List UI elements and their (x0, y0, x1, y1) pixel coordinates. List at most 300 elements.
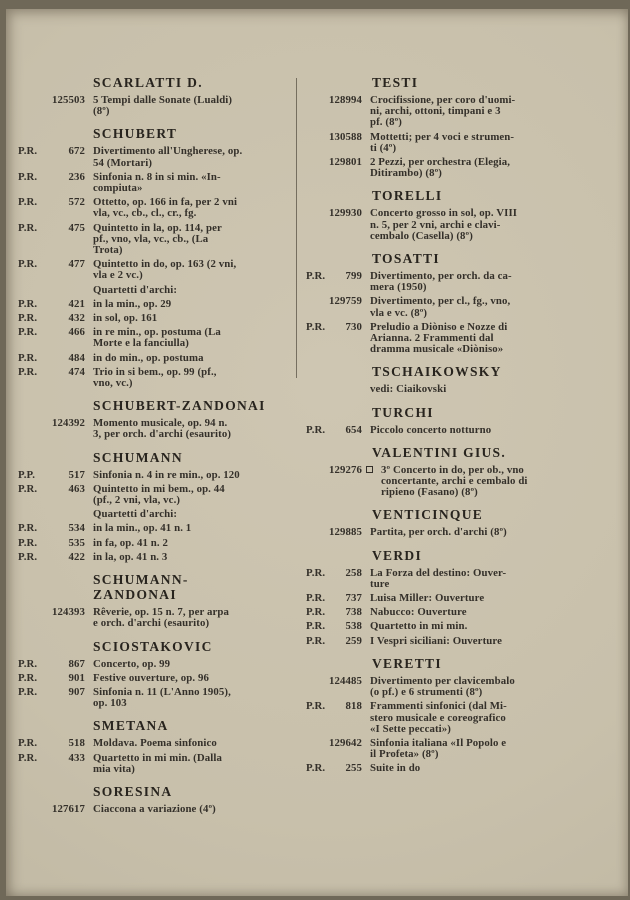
catalog-number-cell (306, 676, 362, 687)
catalog-number-cell (18, 353, 85, 364)
catalog-number: 737 (345, 592, 362, 605)
composer-name (93, 718, 290, 733)
catalog-number-cell (18, 367, 85, 378)
catalog-entry (306, 568, 590, 590)
entry-description-line: Quartetto in mi min. (370, 620, 468, 633)
entry-description (93, 484, 290, 506)
catalog-entry (18, 753, 290, 775)
composer-section (306, 445, 590, 499)
entry-description-line: Mottetti; per 4 voci e strumen- (370, 130, 515, 143)
catalog-number-cell (18, 484, 85, 495)
catalog-number: 517 (68, 468, 85, 481)
catalog-number-cell (306, 465, 362, 476)
catalog-number: 236 (68, 170, 85, 183)
catalog-prefix: P.R. (306, 620, 326, 633)
composer-name-line: VALENTINI GIUS. (372, 444, 507, 460)
composer-name (372, 405, 590, 420)
catalog-prefix: P.R. (306, 423, 326, 436)
entry-description (370, 296, 590, 318)
catalog-entry (306, 384, 590, 395)
catalog-prefix: P.R. (18, 751, 38, 764)
catalog-entry (306, 271, 590, 293)
catalog-number: 907 (68, 685, 85, 698)
catalog-number-cell (18, 659, 85, 670)
entry-description-line: Suite in do (370, 762, 421, 775)
catalog-number: 799 (345, 270, 362, 283)
catalog-entry (306, 676, 590, 698)
catalog-entry (18, 223, 290, 257)
catalog-number-cell (306, 738, 362, 749)
catalog-prefix: P.R. (18, 657, 38, 670)
catalog-number: 538 (345, 620, 362, 633)
entry-description-line: in sol, op. 161 (93, 312, 158, 325)
catalog-number: 124393 (52, 606, 85, 619)
catalog-number: 259 (345, 634, 362, 647)
composer-name-line: SCARLATTI D. (93, 75, 203, 90)
entry-description (370, 95, 590, 129)
catalog-number-cell (18, 313, 85, 324)
catalog-number-cell (306, 157, 362, 168)
catalog-entry (306, 95, 590, 129)
entry-description-line: 5 Tempi dalle Sonate (Lualdi) (93, 94, 233, 106)
catalog-number-cell (306, 636, 362, 647)
catalog-number-cell (306, 208, 362, 219)
entry-description-line: cembalo (Casella) (8º) (370, 229, 473, 242)
entry-description-line: mia vita) (93, 762, 135, 775)
catalog-number: 672 (68, 145, 85, 158)
composer-section (306, 364, 590, 395)
catalog-entry (306, 132, 590, 154)
composer-name-line: VENTICINQUE (372, 507, 484, 523)
catalog-entry (18, 552, 290, 563)
catalog-entry (306, 425, 590, 436)
entry-description-line: Sinfonia n. 11 (L'Anno 1905), (93, 685, 231, 698)
catalog-number: 534 (68, 522, 85, 535)
composer-name (93, 639, 290, 654)
composer-name-line: SMETANA (93, 718, 169, 734)
catalog-number: 654 (345, 423, 362, 436)
entry-description (93, 172, 290, 194)
catalog-number: 129642 (329, 736, 362, 749)
entry-description-line: Ditirambo) (8º) (370, 167, 442, 180)
catalog-number: 475 (68, 221, 85, 234)
entry-description-line: Luisa Miller: Ouverture (370, 592, 485, 605)
entry-description (93, 367, 290, 389)
entry-description-line: in la min., op. 29 (93, 297, 172, 310)
catalog-number-cell (306, 425, 362, 436)
composer-name-line: SCHUMANN- (93, 572, 189, 588)
composer-name-line: SORESINA (93, 783, 173, 799)
entry-description-line: in la, op. 41 n. 3 (93, 550, 168, 563)
entry-description-line: ripieno (Fasano) (8º) (381, 486, 478, 499)
composer-name (372, 251, 590, 266)
entry-description-line: Festive ouverture, op. 96 (93, 671, 209, 684)
catalog-number: 477 (68, 258, 85, 271)
catalog-column-left (18, 75, 290, 818)
catalog-number-cell (18, 738, 85, 749)
catalog-prefix: P.R. (18, 351, 38, 364)
catalog-prefix: P.R. (18, 685, 38, 698)
catalog-entry (306, 607, 590, 618)
composer-name (372, 445, 590, 460)
composer-name (93, 572, 290, 602)
composer-section (18, 718, 290, 775)
entry-description-line: Preludio a Diòniso e Nozze di (370, 320, 508, 333)
entry-description-line: stero musicale e coreografico (370, 711, 506, 724)
composer-section (306, 548, 590, 647)
catalog-number-cell (306, 593, 362, 604)
entry-description (93, 223, 290, 257)
catalog-entry (306, 157, 590, 179)
entry-description (93, 607, 290, 629)
composer-name (372, 548, 590, 563)
entry-description-line: Divertimento, per orch. da ca- (370, 270, 512, 283)
composer-name-line: TESTI (372, 75, 419, 90)
composer-name-line: VERETTI (372, 655, 442, 671)
catalog-entry (306, 208, 590, 242)
composer-section (306, 75, 590, 179)
catalog-number: 255 (345, 762, 362, 775)
composer-section (306, 188, 590, 242)
composer-section (18, 75, 290, 117)
composer-name (93, 126, 290, 141)
catalog-number-cell (18, 687, 85, 698)
entry-description-line: concertante, archi e cembalo di (381, 475, 528, 488)
catalog-prefix: P.R. (18, 312, 38, 325)
entry-description (93, 418, 290, 440)
catalog-number-cell (18, 95, 85, 106)
entry-description (370, 568, 590, 590)
catalog-entry (18, 538, 290, 549)
entry-description-line: vla e 2 vc.) (93, 269, 143, 282)
catalog-entry (18, 470, 290, 481)
composer-name (93, 784, 290, 799)
entry-description (93, 804, 290, 815)
entry-description (93, 523, 290, 534)
catalog-number: 738 (345, 606, 362, 619)
entry-description-line: Quartetti d'archi: (93, 508, 178, 521)
catalog-prefix: P.R. (18, 536, 38, 549)
catalog-number-cell (306, 568, 362, 579)
entry-description (93, 197, 290, 219)
composer-section (18, 126, 290, 389)
entry-description-line: Crocifissione, per coro d'uomi- (370, 94, 516, 106)
catalog-entry (18, 197, 290, 219)
catalog-prefix: P.P. (18, 468, 36, 481)
entry-description-line: in do min., op. postuma (93, 351, 204, 364)
composer-name-line: SCHUMANN (93, 449, 183, 465)
catalog-prefix: P.R. (306, 700, 326, 713)
entry-description (93, 353, 290, 364)
entry-description (93, 299, 290, 310)
catalog-number-cell (18, 197, 85, 208)
entry-description-line: vno, vc.) (93, 377, 133, 390)
catalog-entry (18, 146, 290, 168)
catalog-number-cell (306, 132, 362, 143)
catalog-entry (18, 299, 290, 310)
catalog-number-cell (306, 607, 362, 618)
catalog-number-cell (18, 523, 85, 534)
entry-description-line: Sinfonia italiana «Il Popolo e (370, 736, 507, 749)
composer-section (306, 251, 590, 355)
entry-description-line: Quintetto in la, op. 114, per (93, 221, 222, 234)
composer-name-line: TURCHI (372, 404, 434, 420)
catalog-entry (18, 523, 290, 534)
entry-description (93, 313, 290, 324)
catalog-prefix: P.R. (306, 320, 326, 333)
composer-name (372, 188, 590, 203)
catalog-number: 129885 (329, 526, 362, 539)
entry-description (381, 465, 590, 499)
composer-name-line: TOSATTI (372, 251, 440, 267)
entry-description-line: Ottetto, op. 166 in fa, per 2 vni (93, 196, 238, 209)
composer-section (306, 405, 590, 436)
catalog-number: 129276 (329, 463, 362, 476)
catalog-number-cell (18, 804, 85, 815)
entry-description-line: Concerto grosso in sol, op. VIII (370, 207, 518, 220)
catalog-entry (18, 607, 290, 629)
entry-description (93, 687, 290, 709)
entry-description-line: ture (370, 577, 390, 590)
catalog-prefix: P.R. (18, 482, 38, 495)
catalog-number: 867 (68, 657, 85, 670)
catalog-entry (18, 687, 290, 709)
catalog-entry (18, 804, 290, 815)
catalog-entry (18, 259, 290, 281)
entry-description-line: 3º Concerto in do, per ob., vno (381, 463, 524, 476)
catalog-prefix: P.R. (18, 550, 38, 563)
entry-description-line: La Forza del destino: Ouver- (370, 566, 507, 579)
catalog-number: 124392 (52, 417, 85, 430)
catalog-number: 129759 (329, 295, 362, 308)
catalog-prefix: P.R. (306, 592, 326, 605)
catalog-prefix: P.R. (306, 606, 326, 619)
catalog-number: 466 (68, 326, 85, 339)
composer-name (93, 450, 290, 465)
catalog-number-cell (306, 763, 362, 774)
entry-description (93, 509, 290, 520)
catalog-prefix: P.R. (18, 737, 38, 750)
catalog-number: 421 (68, 297, 85, 310)
entry-description-line: Nabucco: Ouverture (370, 606, 467, 619)
entry-description-line: (8º) (93, 105, 110, 118)
catalog-number: 432 (68, 312, 85, 325)
entry-description-line: compiuta» (93, 182, 143, 195)
catalog-number-cell (18, 146, 85, 157)
catalog-entry (18, 673, 290, 684)
catalog-number-cell (18, 259, 85, 270)
catalog-entry (18, 659, 290, 670)
entry-description-line: Trota) (93, 244, 123, 257)
entry-description (93, 327, 290, 349)
catalog-entry (18, 484, 290, 506)
composer-name (93, 398, 290, 413)
catalog-number-cell (18, 327, 85, 338)
catalog-entry (306, 763, 590, 774)
composer-section (306, 507, 590, 538)
entry-description-line: n. 5, per 2 vni, archi e clavi- (370, 218, 501, 231)
catalog-entry (306, 465, 590, 499)
composer-name-line: VERDI (372, 547, 423, 563)
column-divider (296, 78, 297, 378)
catalog-number-cell (306, 527, 362, 538)
entry-description-line: Divertimento, per cl., fg., vno, (370, 295, 511, 308)
catalog-prefix: P.R. (18, 365, 38, 378)
catalog-number-cell (18, 299, 85, 310)
catalog-number: 818 (345, 700, 362, 713)
catalog-prefix: P.R. (18, 258, 38, 271)
composer-name-line: SCIOSTAKOVIC (93, 638, 213, 654)
catalog-prefix: P.R. (18, 145, 38, 158)
catalog-entry (18, 353, 290, 364)
composer-section (306, 656, 590, 775)
entry-description (370, 157, 590, 179)
catalog-number: 129801 (329, 156, 362, 169)
catalog-prefix: P.R. (18, 221, 38, 234)
composer-name (372, 656, 590, 671)
entry-description (370, 425, 590, 436)
catalog-entry (18, 738, 290, 749)
catalog-entry (18, 313, 290, 324)
entry-description-line: Morte e la fanciulla) (93, 337, 189, 350)
catalog-number: 128994 (329, 94, 362, 106)
entry-description-line: Divertimento per clavicembalo (370, 674, 515, 687)
catalog-number-cell (306, 322, 362, 333)
composer-name-line: SCHUBERT-ZANDONAI (93, 398, 266, 414)
entry-description (93, 552, 290, 563)
entry-description-line: pf. (8º) (370, 116, 402, 129)
composer-section (18, 450, 290, 563)
entry-description-line: Piccolo concerto notturno (370, 423, 492, 436)
entry-description-line: (o pf.) e 6 strumenti (8º) (370, 686, 483, 699)
catalog-number: 518 (68, 737, 85, 750)
catalog-page (6, 9, 628, 896)
catalog-number: 422 (68, 550, 85, 563)
entry-description (93, 673, 290, 684)
entry-description (93, 538, 290, 549)
catalog-entry (306, 296, 590, 318)
entry-description-line: I Vespri siciliani: Ouverture (370, 634, 502, 647)
catalog-entry (18, 285, 290, 296)
catalog-entry (306, 322, 590, 356)
catalog-prefix: P.R. (306, 634, 326, 647)
catalog-column-right (306, 75, 590, 778)
entry-description (93, 659, 290, 670)
catalog-number: 125503 (52, 94, 85, 106)
entry-description (93, 285, 290, 296)
entry-description-line: Rêverie, op. 15 n. 7, per arpa (93, 606, 229, 619)
entry-description (370, 208, 590, 242)
entry-description-line: 54 (Mortari) (93, 156, 153, 169)
entry-description (370, 527, 590, 538)
catalog-number-cell (18, 673, 85, 684)
entry-description-line: ni, archi, ottoni, timpani e 3 (370, 105, 501, 118)
composer-name-line: SCHUBERT (93, 126, 178, 142)
entry-description-line: Partita, per orch. d'archi (8º) (370, 526, 507, 539)
catalog-entry (306, 527, 590, 538)
catalog-number: 433 (68, 751, 85, 764)
entry-description (370, 322, 590, 356)
catalog-entry (18, 327, 290, 349)
catalog-number-cell (18, 552, 85, 563)
entry-description-line: Frammenti sinfonici (dal Mi- (370, 700, 507, 713)
catalog-number: 258 (345, 566, 362, 579)
entry-description-line: (pf., 2 vni, vla, vc.) (93, 494, 181, 507)
catalog-number-cell (18, 753, 85, 764)
catalog-number: 474 (68, 365, 85, 378)
entry-description (370, 271, 590, 293)
composer-name (93, 75, 290, 90)
catalog-number-cell (18, 418, 85, 429)
entry-description-line: in la min., op. 41 n. 1 (93, 522, 192, 535)
entry-description (370, 384, 590, 395)
entry-description-line: Moldava. Poema sinfonico (93, 737, 217, 750)
catalog-number-cell (306, 296, 362, 307)
entry-description (370, 676, 590, 698)
entry-description-line: «I Sette peccati») (370, 722, 451, 735)
entry-description (370, 738, 590, 760)
composer-name-line: ZANDONAI (93, 587, 177, 603)
entry-description (370, 701, 590, 735)
entry-description (93, 95, 290, 117)
catalog-number: 127617 (52, 802, 85, 815)
entry-description-line: Quintetto in do, op. 163 (2 vni, (93, 258, 237, 271)
catalog-prefix: P.R. (18, 522, 38, 535)
catalog-prefix: P.R. (18, 170, 38, 183)
catalog-number-cell (18, 607, 85, 618)
entry-description-line: Concerto, op. 99 (93, 657, 171, 670)
entry-description-line: vla, vc., cb., cl., cr., fg. (93, 207, 197, 220)
entry-description-line: vla e vc. (8º) (370, 306, 428, 319)
entry-description-line: mera (1950) (370, 281, 427, 294)
entry-description-line: Momento musicale, op. 94 n. (93, 417, 228, 430)
entry-description-line: vedi: Ciaikovski (370, 383, 447, 396)
catalog-number: 730 (345, 320, 362, 333)
catalog-entry (306, 738, 590, 760)
catalog-number-cell (306, 95, 362, 106)
composer-section (18, 639, 290, 710)
catalog-number-cell (306, 621, 362, 632)
entry-description (370, 593, 590, 604)
entry-description-line: Trio in si bem., op. 99 (pf., (93, 365, 217, 378)
entry-description-line: Ciaccona a variazione (4º) (93, 802, 216, 815)
entry-description (370, 763, 590, 774)
entry-description (93, 259, 290, 281)
composer-name-line: TORELLI (372, 188, 443, 204)
catalog-prefix: P.R. (306, 270, 326, 283)
entry-description-line: ti (4º) (370, 141, 397, 154)
entry-description (93, 146, 290, 168)
entry-description-line: op. 103 (93, 697, 127, 710)
composer-section (18, 784, 290, 815)
entry-description-line: Sinfonia n. 4 in re min., op. 120 (93, 468, 240, 481)
catalog-prefix: P.R. (18, 297, 38, 310)
entry-description (93, 738, 290, 749)
composer-name-line: TSCHAIKOWSKY (372, 364, 502, 380)
entry-description-line: Divertimento all'Ungherese, op. (93, 145, 243, 158)
catalog-entry (306, 621, 590, 632)
catalog-entry (306, 636, 590, 647)
catalog-number: 129930 (329, 207, 362, 220)
entry-description-line: Quartetti d'archi: (93, 283, 178, 296)
entry-description-line: Quartetto in mi min. (Dalla (93, 751, 222, 764)
catalog-number: 572 (68, 196, 85, 209)
entry-description (93, 753, 290, 775)
entry-description-line: e orch. d'archi (esaurito) (93, 617, 210, 630)
catalog-prefix: P.R. (18, 196, 38, 209)
catalog-prefix: P.R. (18, 326, 38, 339)
catalog-number: 535 (68, 536, 85, 549)
